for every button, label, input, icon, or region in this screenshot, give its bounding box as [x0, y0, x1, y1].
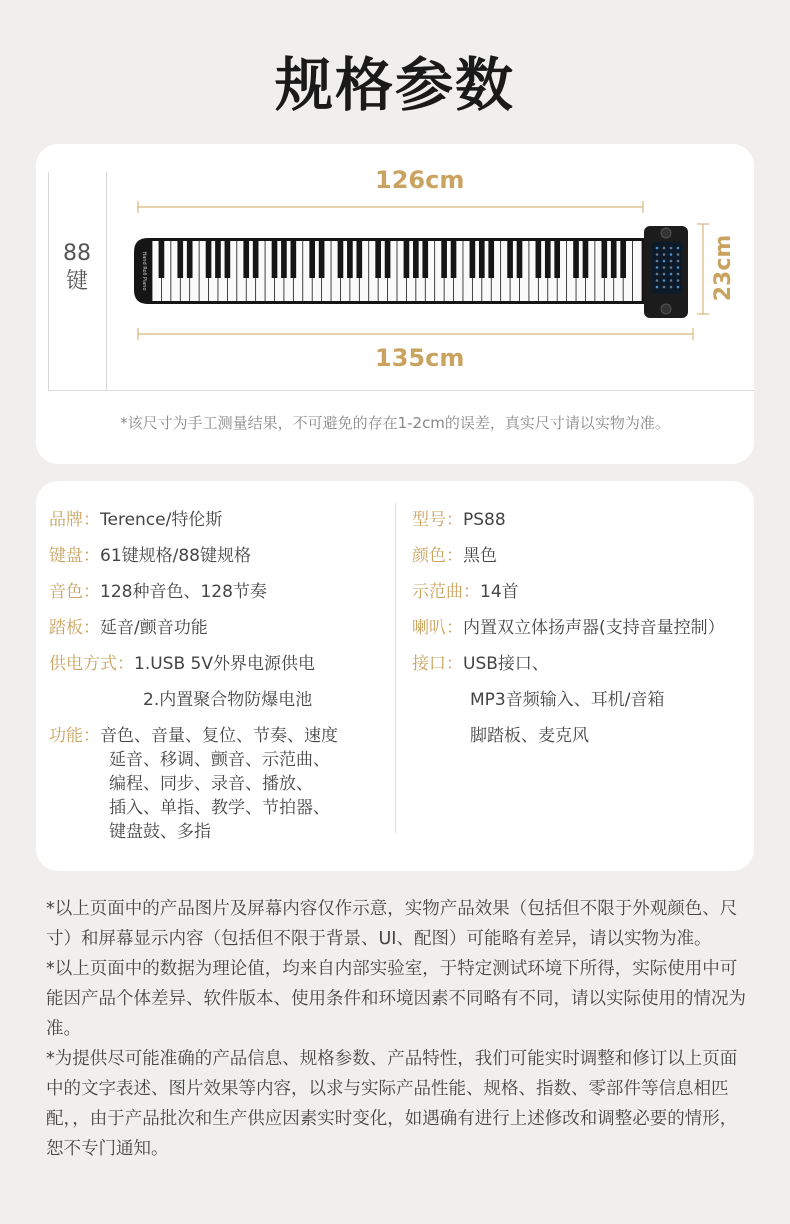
black-key	[385, 241, 391, 278]
black-key	[583, 241, 589, 278]
spec-row	[412, 652, 549, 676]
spec-value: MP3音频输入、耳机/音箱	[470, 690, 665, 710]
black-key	[187, 241, 193, 278]
spec-row	[49, 688, 312, 712]
black-key	[319, 241, 325, 278]
measure-line-top	[138, 201, 643, 213]
panel-button	[663, 266, 666, 269]
measure-line-right	[697, 224, 709, 314]
black-key	[243, 241, 249, 278]
spec-value: 61键规格/88键规格	[100, 546, 251, 566]
spec-row	[49, 748, 330, 772]
black-key	[375, 241, 381, 278]
product-logo-text: Hand Roll Piano	[141, 251, 147, 291]
black-key	[517, 241, 523, 278]
spec-row	[49, 580, 267, 604]
spec-row	[412, 688, 664, 712]
spec-key: 型号：	[412, 510, 463, 530]
panel-button	[677, 260, 680, 263]
panel-button	[677, 266, 680, 269]
panel-button	[663, 279, 666, 282]
black-key	[620, 241, 626, 278]
frame-line-bottom	[48, 390, 754, 391]
spec-key: 接口：	[412, 654, 463, 674]
spec-row	[49, 652, 315, 676]
speaker-bottom	[661, 304, 671, 314]
speaker-top	[661, 228, 671, 238]
spec-key: 踏板：	[49, 618, 100, 638]
panel-button	[677, 286, 680, 289]
panel-button	[677, 253, 680, 256]
panel-button	[663, 286, 666, 289]
black-key	[404, 241, 410, 278]
spec-value: 编程、同步、录音、播放、	[109, 774, 313, 794]
page-title: 规格参数	[274, 51, 515, 119]
panel-button	[656, 266, 659, 269]
black-key	[601, 241, 607, 278]
height-label: 23cm	[711, 234, 736, 302]
black-key	[413, 241, 419, 278]
black-key	[573, 241, 579, 278]
panel-button	[670, 247, 673, 250]
spec-row	[49, 796, 330, 820]
spec-row	[412, 724, 589, 748]
spec-value: 插入、单指、教学、节拍器、	[109, 798, 330, 818]
spec-row	[49, 820, 211, 844]
panel-button	[670, 260, 673, 263]
keys-number: 88	[63, 241, 91, 266]
spec-value: 内置双立体扬声器(支持音量控制）	[463, 618, 725, 638]
white-key	[633, 241, 642, 301]
length-total-label: 135cm	[375, 344, 465, 372]
panel-button	[677, 273, 680, 276]
spec-value: USB接口、	[463, 654, 549, 674]
disclaimer-paragraph: *为提供尽可能准确的产品信息、规格参数、产品特性，我们可能实时调整和修订以上页面中的文字表述、图片效果等内容，以求与实际产品性能、规格、指数、零部件等信息相匹配，，由于产品批次和生产供应因素实时变化，如遇确有进行上述修改和调整必要的情形，恕不专门通知。	[46, 1049, 738, 1159]
panel-button	[670, 286, 673, 289]
black-key	[545, 241, 551, 278]
black-key	[338, 241, 344, 278]
spec-row	[49, 508, 222, 532]
panel-button	[670, 253, 673, 256]
black-key	[611, 241, 617, 278]
black-key	[507, 241, 513, 278]
panel-button	[656, 247, 659, 250]
spec-value: 14首	[480, 582, 519, 602]
black-key	[479, 241, 485, 278]
black-key	[422, 241, 428, 278]
spec-key: 颜色：	[412, 546, 463, 566]
black-key	[451, 241, 457, 278]
spec-value: PS88	[463, 510, 506, 530]
spec-value: Terence/特伦斯	[100, 510, 223, 530]
black-key	[347, 241, 353, 278]
spec-value: 音色、音量、复位、节奏、速度	[100, 726, 338, 746]
black-key	[281, 241, 287, 278]
measure-line-bottom	[138, 328, 693, 340]
panel-button	[656, 273, 659, 276]
black-key	[177, 241, 183, 278]
panel-button	[677, 279, 680, 282]
spec-key: 示范曲：	[412, 582, 480, 602]
spec-value: 延音、移调、颤音、示范曲、	[109, 750, 330, 770]
spec-key: 喇叭：	[412, 618, 463, 638]
panel-button	[663, 247, 666, 250]
spec-value: 2.内置聚合物防爆电池	[143, 690, 313, 710]
panel-button	[663, 273, 666, 276]
specs-card	[36, 481, 754, 871]
panel-button	[670, 273, 673, 276]
spec-row	[412, 616, 725, 640]
black-key	[356, 241, 362, 278]
black-key	[536, 241, 542, 278]
spec-value: 键盘鼓、多指	[109, 822, 211, 842]
black-key	[272, 241, 278, 278]
black-key	[291, 241, 297, 278]
spec-row	[412, 544, 497, 568]
panel-button	[677, 247, 680, 250]
spec-key: 键盘：	[49, 546, 100, 566]
panel-button	[670, 266, 673, 269]
disclaimer-paragraph: *以上页面中的数据为理论值，均来自内部实验室，于特定测试环境下所得，实际使用中可能因产品个体差异、软件版本、使用条件和环境因素不同略有不同，请以实际使用的情况为准。	[46, 959, 746, 1039]
disclaimer-paragraph: *以上页面中的产品图片及屏幕内容仅作示意，实物产品效果（包括但不限于外观颜色、尺寸）和屏幕显示内容（包括但不限于背景、UI、配图）可能略有差异，请以实物为准。	[46, 899, 738, 949]
spec-value: 延音/颤音功能	[100, 618, 208, 638]
piano-illustration	[36, 144, 754, 390]
spec-key: 品牌：	[49, 510, 100, 530]
spec-key: 供电方式：	[49, 654, 134, 674]
spec-value: 1.USB 5V外界电源供电	[134, 654, 315, 674]
black-key	[225, 241, 231, 278]
black-key	[215, 241, 221, 278]
panel-button	[656, 253, 659, 256]
spec-row	[49, 772, 313, 796]
specs-divider	[395, 503, 396, 833]
spec-row	[412, 508, 506, 532]
black-key	[206, 241, 212, 278]
spec-key: 功能：	[49, 726, 100, 746]
black-key	[441, 241, 447, 278]
panel-button	[656, 279, 659, 282]
spec-value: 脚踏板、麦克风	[470, 726, 589, 746]
spec-row	[49, 544, 251, 568]
black-key	[253, 241, 259, 278]
measure-note: *该尺寸为手工测量结果，不可避免的存在1-2cm的误差，真实尺寸请以实物为准。	[120, 414, 670, 432]
panel-button	[656, 260, 659, 263]
length-keys-label: 126cm	[375, 166, 465, 194]
panel-button	[656, 286, 659, 289]
spec-row	[49, 724, 338, 748]
dimensions-card	[36, 144, 754, 464]
panel-button	[670, 279, 673, 282]
spec-value: 128种音色、128节奏	[100, 582, 267, 602]
black-key	[470, 241, 476, 278]
keys-unit: 键	[65, 269, 88, 294]
black-key	[309, 241, 315, 278]
panel-button	[663, 253, 666, 256]
black-key	[488, 241, 494, 278]
spec-key: 音色：	[49, 582, 100, 602]
spec-row	[49, 616, 208, 640]
panel-button	[663, 260, 666, 263]
spec-row	[412, 580, 519, 604]
black-key	[554, 241, 560, 278]
spec-value: 黑色	[463, 546, 497, 566]
disclaimer	[46, 894, 750, 1164]
black-key	[159, 241, 165, 278]
